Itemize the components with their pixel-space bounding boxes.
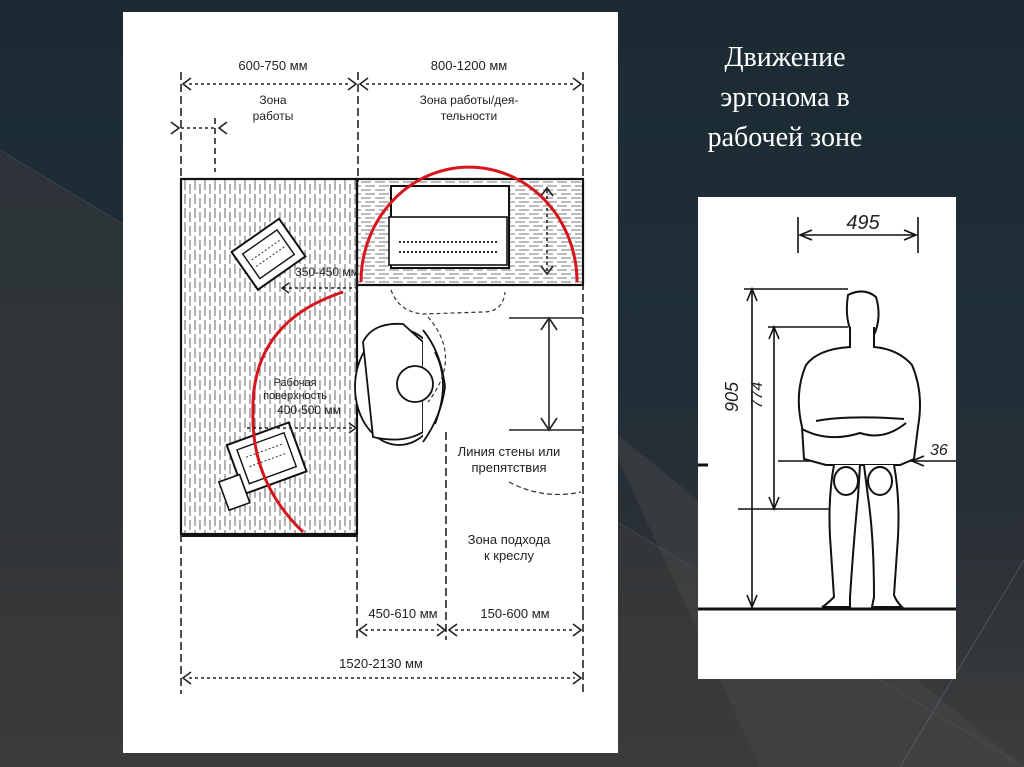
dim-top-left: 600-750 мм (238, 58, 308, 73)
work-surface-line2: поверхность (263, 390, 327, 402)
dim-bottom-left: 450-610 мм (368, 606, 438, 621)
dim-top-right: 800-1200 мм (430, 58, 508, 73)
zone-activity-line1: Зона работы/дея- (419, 93, 519, 107)
dim-total: 1520-2130 мм (339, 656, 423, 671)
seated-person (355, 324, 445, 445)
vertical-dimension-side (509, 318, 583, 430)
top-dimension (171, 72, 583, 182)
zone-work-line2: работы (252, 109, 294, 123)
zone-activity-line2: тельности (440, 109, 498, 123)
dim-reach-upper: 350-450 мм (295, 265, 359, 279)
dim-bottom-right: 150-600 мм (480, 606, 550, 621)
work-surface-line1: Рабочая (273, 377, 317, 389)
workspace-plan-panel (123, 12, 618, 753)
dim-reach-lower: 400-500 мм (277, 403, 341, 417)
wall-line-leader (509, 482, 581, 494)
figure-panel (698, 197, 956, 679)
wall-line-label2: препятствия (471, 460, 547, 475)
bottom-dimension-total (183, 672, 581, 684)
figure-side-value: 36 (930, 442, 948, 459)
zone-work-line1: Зона (259, 93, 287, 107)
chair-outline (391, 290, 505, 314)
slide-title: Движение эргонома в рабочей зоне (707, 42, 863, 153)
figure-height-total: 905 (722, 381, 742, 413)
workspace-plan-drawing (123, 12, 618, 753)
approach-zone-line2: к креслу (483, 548, 535, 563)
desk-top (357, 179, 583, 285)
approach-zone-line1: Зона подхода (467, 532, 551, 547)
seated-figure-drawing (698, 197, 956, 679)
bottom-dimension-row1 (359, 624, 581, 636)
seated-human-figure (799, 291, 920, 607)
figure-height-shoulder: 774 (749, 381, 766, 409)
figure-width-label: 495 (846, 212, 880, 234)
wall-line-label1: Линия стены или (457, 444, 561, 459)
